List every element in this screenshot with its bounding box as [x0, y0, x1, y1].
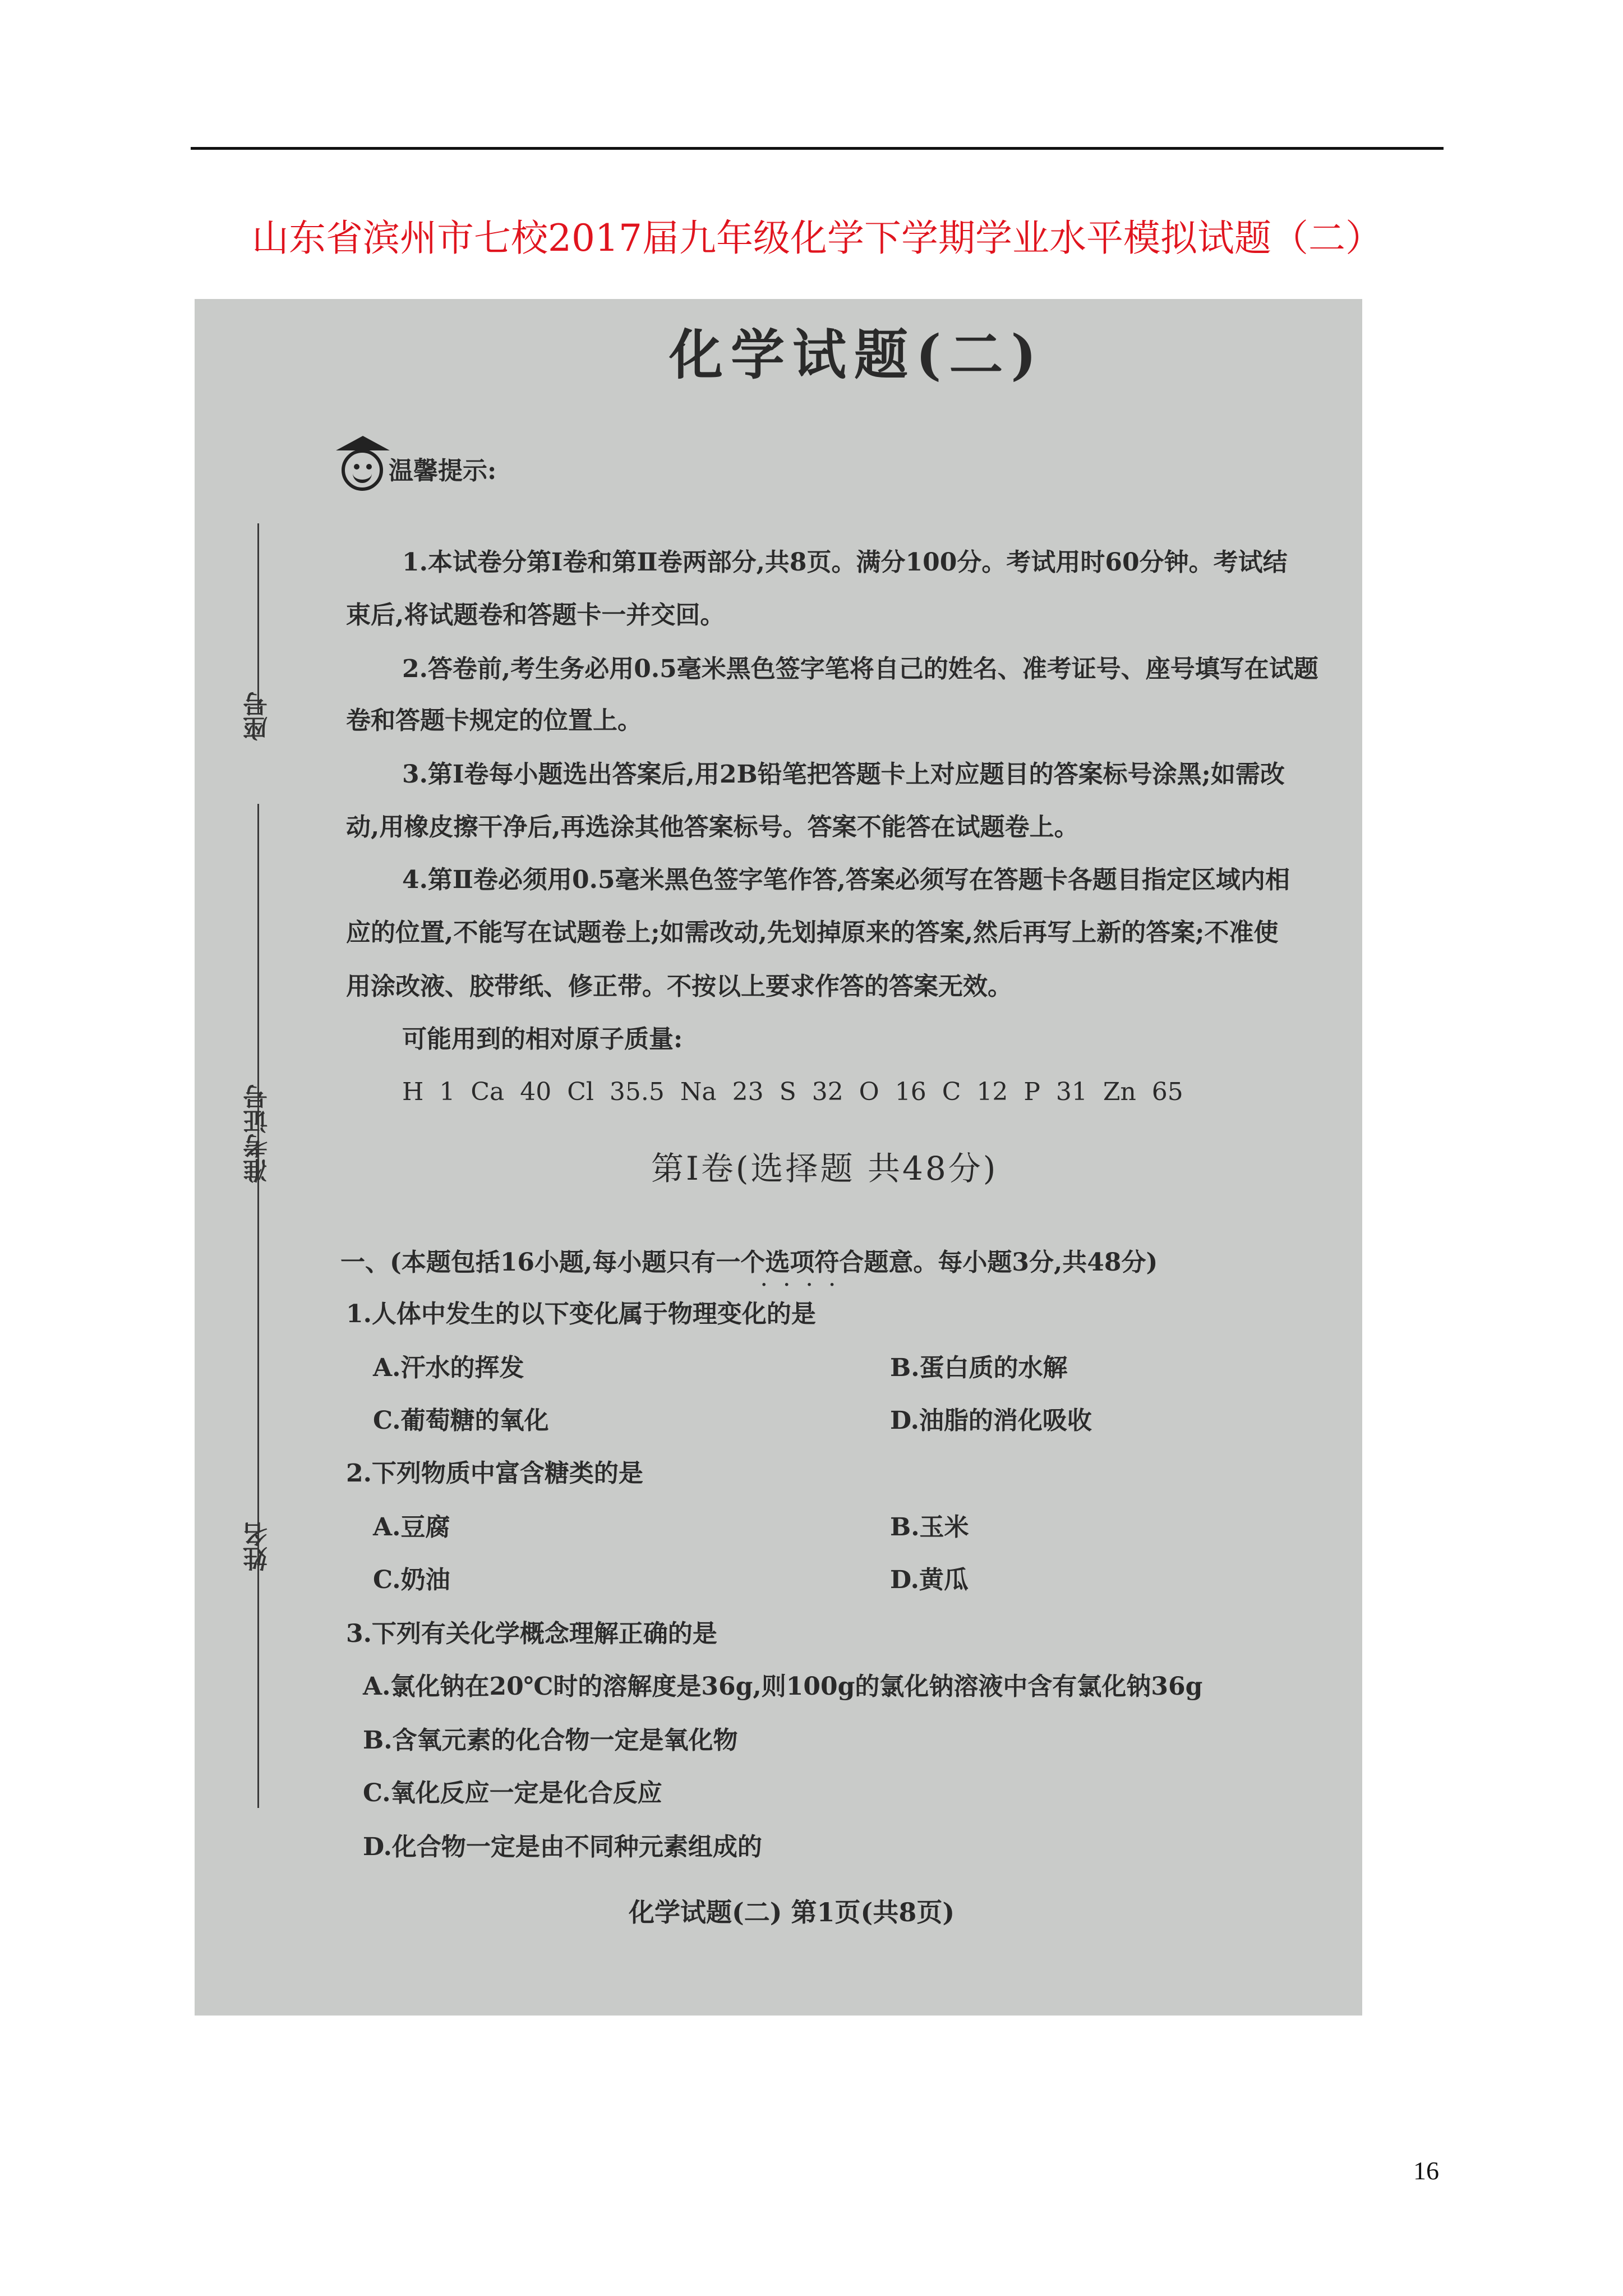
question-2-option-b: B.玉米: [890, 1513, 969, 1542]
question-2-stem: 2.下列物质中富含糖类的是: [346, 1459, 643, 1488]
tip-4-line-3: 用涂改液、胶带纸、修正带。不按以上要求作答的答案无效。: [346, 972, 1012, 1001]
page-number: 16: [1413, 2156, 1439, 2185]
question-1-stem: 1.人体中发生的以下变化属于物理变化的是: [346, 1300, 816, 1328]
question-3-option-b: B.含氧元素的化合物一定是氧化物: [363, 1726, 738, 1755]
tip-3-line-2: 动,用橡皮擦干净后,再选涂其他答案标号。答案不能答在试题卷上。: [346, 813, 1079, 841]
question-1-option-d: D.油脂的消化吸收: [890, 1406, 1092, 1435]
binding-line-seat: [257, 523, 259, 714]
exam-page-footer: 化学试题(二) 第1页(共8页): [629, 1897, 955, 1927]
document-title: 山东省滨州市七校2017届九年级化学下学期学业水平模拟试题（二）: [252, 217, 1382, 260]
question-1-option-a: A.汗水的挥发: [373, 1354, 524, 1382]
question-2-option-c: C.奶油: [373, 1566, 450, 1594]
tip-1-line-1: 1.本试卷分第Ⅰ卷和第Ⅱ卷两部分,共8页。满分100分。考试用时60分钟。考试结: [402, 548, 1288, 577]
question-3-option-a: A.氯化钠在20℃时的溶解度是36g,则100g的氯化钠溶液中含有氯化钠36g: [363, 1672, 1203, 1701]
emphasis-dots: ····: [761, 1275, 852, 1295]
tip-4-line-1: 4.第Ⅱ卷必须用0.5毫米黑色签字笔作答,答案必须写在答题卡各题目指定区域内相: [402, 866, 1290, 894]
graduation-cap-icon: [336, 436, 390, 450]
question-3-stem: 3.下列有关化学概念理解正确的是: [346, 1619, 717, 1648]
part-instruction: 一、(本题包括16小题,每小题只有一个选项符合题意。每小题3分,共48分): [340, 1248, 1158, 1277]
question-1-option-c: C.葡萄糖的氧化: [373, 1406, 549, 1435]
side-label-admission: 准考证号: [243, 1084, 272, 1183]
question-3-option-d: D.化合物一定是由不同种元素组成的: [363, 1833, 762, 1861]
tip-3-line-1: 3.第Ⅰ卷每小题选出答案后,用2B铅笔把答题卡上对应题目的答案标号涂黑;如需改: [402, 760, 1285, 789]
tip-2-line-2: 卷和答题卡规定的位置上。: [346, 706, 642, 735]
tip-4-line-2: 应的位置,不能写在试题卷上;如需改动,先划掉原来的答案,然后再写上新的答案;不准使: [346, 918, 1279, 947]
side-label-name: 姓名: [243, 1522, 272, 1571]
scanned-exam-page: [195, 299, 1362, 2016]
side-label-seat: 座号: [243, 692, 272, 741]
question-2-option-a: A.豆腐: [373, 1513, 450, 1542]
atomic-masses: H 1 Ca 40 Cl 35.5 Na 23 S 32 O 16 C 12 P 31 Zn 65: [402, 1078, 1183, 1106]
question-3-option-c: C.氧化反应一定是化合反应: [363, 1779, 662, 1807]
top-rule: [191, 147, 1444, 150]
question-1-option-b: B.蛋白质的水解: [890, 1354, 1068, 1382]
section-title: 第Ⅰ卷(选择题 共48分): [651, 1149, 998, 1188]
smiley-icon: [342, 449, 383, 491]
atomic-mass-label: 可能用到的相对原子质量:: [402, 1025, 683, 1053]
exam-title: 化学试题(二): [669, 323, 1044, 386]
tips-label: 温馨提示:: [389, 457, 497, 485]
tip-1-line-2: 束后,将试题卷和答题卡一并交回。: [346, 601, 725, 629]
tip-2-line-1: 2.答卷前,考生务必用0.5毫米黑色签字笔将自己的姓名、准考证号、座号填写在试题: [402, 655, 1318, 683]
binding-line-admission: [257, 804, 259, 1337]
question-2-option-d: D.黄瓜: [890, 1566, 969, 1594]
